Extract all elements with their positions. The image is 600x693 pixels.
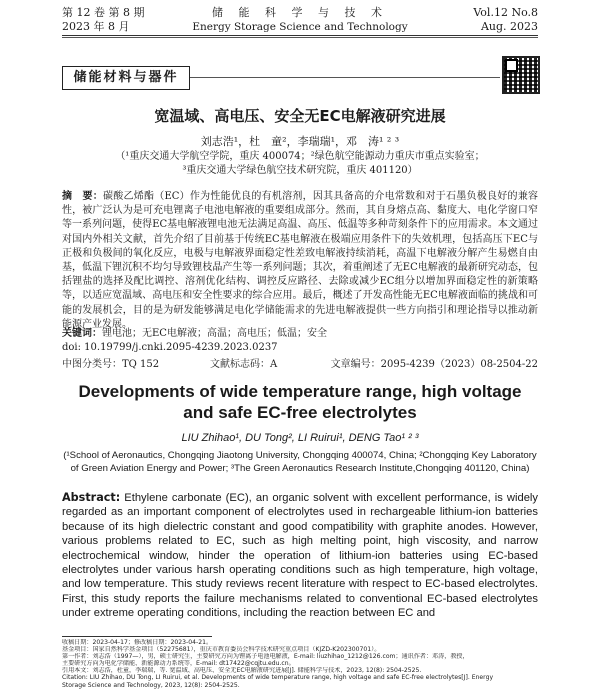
keywords-cn [62,327,538,341]
qr-code-icon[interactable] [502,56,540,94]
volume-cn: 第 12 卷 第 8 期 [62,6,145,19]
authors-cn: 刘志浩¹，杜 童²，李瑞瑞¹，邓 涛¹ ² ³ [200,135,400,148]
header-right [473,6,538,34]
date-en: Aug. 2023 [480,20,538,33]
footnote-line: 引用本文：刘志浩，杜童，李瑞瑞，等. 宽温域、高电压、安全无EC电解液研究进展[J]. 储能科学与技术，2023, 12(8): 2504-2525. [62,667,422,675]
affiliations-en: (¹School of Aeronautics, Chongqing Jiaotong University, Chongqing 400074, China; ²Chongqing Key Laboratory of Green Aviation Energy and Power; ³The Green Aeronautics Research Institute,Chongqing 401120, China) [63,450,537,474]
article-number: 文章编号：2095-4239（2023）08-2504-22 [330,359,538,370]
section-divider [190,77,500,78]
abstract-en [62,491,538,621]
keywords-cn-label: 关键词： [62,328,102,339]
section-tag: 储能材料与器件 [62,66,190,90]
footnote-divider [62,636,212,637]
header-divider-thin [62,37,538,38]
abstract-cn-label: 摘 要： [62,191,103,202]
title-cn: 宽温域、高电压、安全无EC电解液研究进展 [154,107,446,125]
journal-name-cn: 储 能 科 学 与 技 术 [212,6,388,19]
footnotes [62,639,538,689]
affiliations-cn [0,150,600,178]
footnote-line: 第一作者：刘志浩（1997—），男，硕士研究生，主要研究方向为锂离子电池电解液，E-mail: liuzhihao_1212@126.com；通讯作者：邓涛，教授， [62,653,469,661]
keywords-cn-text: 锂电池；无EC电解液；高温；高电压；低温；安全 [102,328,327,339]
footnote-line: Citation: LIU Zhihao, DU Tong, LI Ruirui, et al. Developments of wide temperature range, high voltage and safe EC-free electrolytes[J]. Energy [62,674,494,682]
abstract-cn-text: 碳酸乙烯酯（EC）作为性能优良的有机溶剂，因其具备高的介电常数和对于石墨负极良好的兼容性，被广泛认为是可充电锂离子电池电解液的重要组成部分。然而，其自身熔点高、黏度大、电化学窗口窄等一系列问题，使得EC基电解液锂电池无法满足高温、高压、低温等多种苛刻条件下的应用需求。本文通过对国内外相关文献，首先介绍了目前基于传统EC基电解液在极端应用条件下的失效机理，包括高压下EC与正极和负极间的氧化反应，电极与电解液界面稳定性差致电解液持续消耗，高温下电解液分解产生易燃自由基，低温下锂沉积不均匀导致锂枝晶产生等一系列问题；其次，着重阐述了无EC电解液的最新研究动态，包括锂盐的选择及配比调控、溶剂优化结构、调控反应路径、去除或减少EC组分以增加界面稳定性的新策略等，以适应宽温域、高电压和安全性要求的综合应用。最后，概述了开发高性能无EC电解液面临的挑战和可能的发展机会，目的是为研发能够满足电化学储能需求的先进电解液提供一些方向指引和理论指导以推动新能源产业发展。 [62,191,538,330]
journal-name-en: Energy Storage Science and Technology [192,21,408,33]
abstract-cn [62,190,538,332]
doi[interactable]: doi: 10.19799/j.cnki.2095-4239.2023.0237 [62,342,278,353]
footnote-line: Storage Science and Technology, 2023, 12(8): 2504-2525. [62,681,240,689]
authors-en: LIU Zhihao¹, DU Tong², LI Ruirui¹, DENG Tao¹ ² ³ [181,432,419,444]
document-code: 文献标志码：A [210,359,278,370]
abstract-en-text: Ethylene carbonate (EC), an organic solvent with excellent performance, is widely regarded as an important component of electrolytes used in rechargeable lithium-ion batteries because of its high dielectric constant and good compatibility with graphite anodes. However, various problems related to EC, such as high melting point, high viscosity, and narrow electrochemical window, hinder the operation of lithium-ion batteries using EC-based electrolytes under various harsh operating conditions such as high temperature, high voltage, and low temperature. This study reviews recent literature with respect to EC-based electrolytes. First, this study reports the failure mechanisms related to conventional EC-based electrolytes under extreme operating conditions, including the reaction between EC and [62,492,538,620]
clc-number: 中图分类号：TQ 152 [62,359,160,370]
abstract-en-label: Abstract: [62,491,121,504]
title-en: Developments of wide temperature range, high voltage and safe EC-free electrolytes [78,382,522,422]
footnote-line: 收稿日期：2023-04-17；修改稿日期：2023-04-21。 [62,639,213,646]
affiliation-cn-line: ³重庆交通大学绿色航空技术研究院，重庆 401120） [182,165,418,176]
header-divider [62,35,538,36]
volume-en: Vol.12 No.8 [473,6,538,19]
footnote-line: 主要研究方向为电化学储能、新能源动力系统等，E-mail: dt17422@cqjtu.edu.cn。 [62,660,295,668]
date-cn: 2023 年 8 月 [62,20,130,33]
affiliation-cn-line: （¹重庆交通大学航空学院，重庆 400074；²绿色航空能源动力重庆市重点实验室； [115,151,485,162]
footnote-line: 基金项目：国家自然科学基金项目（52275681），重庆市教育委员会科学技术研究重点项目（KJZD-K202300701）。 [62,646,381,654]
